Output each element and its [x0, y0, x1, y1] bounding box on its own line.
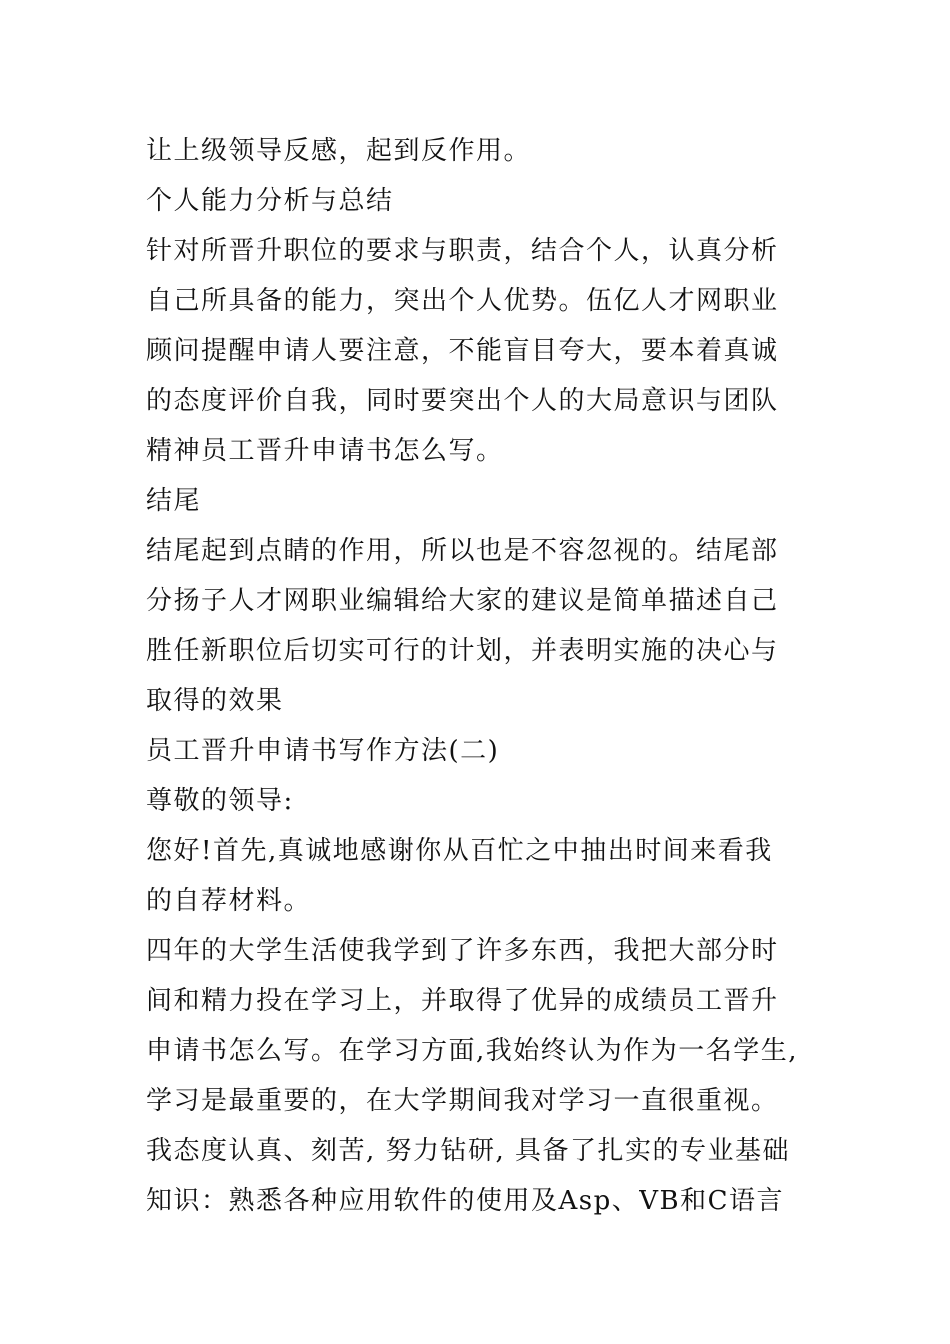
- text-line: 胜任新职位后切实可行的计划，并表明实施的决心与: [146, 636, 779, 666]
- text-line: 的态度评价自我，同时要突出个人的大局意识与团队: [146, 386, 779, 416]
- salutation: 尊敬的领导:: [146, 786, 294, 816]
- text-line: 结尾起到点睛的作用，所以也是不容忽视的。结尾部: [146, 536, 779, 566]
- section-heading: 员工晋升申请书写作方法(二): [146, 736, 500, 766]
- text-line: 分扬子人才网职业编辑给大家的建议是简单描述自己: [146, 586, 779, 616]
- text-line: 知识：熟悉各种应用软件的使用及Asp、VB和C语言: [146, 1186, 785, 1216]
- text-line: 针对所晋升职位的要求与职责，结合个人，认真分析: [146, 236, 779, 266]
- text-line: 顾问提醒申请人要注意，不能盲目夸大，要本着真诚: [146, 336, 779, 366]
- text-line: 自己所具备的能力，突出个人优势。伍亿人才网职业: [146, 286, 779, 316]
- text-line: 您好!首先,真诚地感谢你从百忙之中抽出时间来看我: [146, 836, 773, 866]
- text-line: 精神员工晋升申请书怎么写。: [146, 436, 504, 466]
- text-line: 的自荐材料。: [146, 886, 312, 916]
- document-body: [146, 126, 846, 1226]
- text-line: 我态度认真、刻苦, 努力钻研, 具备了扎实的专业基础: [146, 1136, 791, 1166]
- text-line: 申请书怎么写。在学习方面,我始终认为作为一名学生,: [146, 1036, 799, 1066]
- text-line: 学习是最重要的，在大学期间我对学习一直很重视。: [146, 1086, 779, 1116]
- section-heading: 结尾: [146, 486, 202, 516]
- text-line: 取得的效果: [146, 686, 284, 716]
- text-line: 让上级领导反感，起到反作用。: [146, 136, 532, 166]
- text-line: 间和精力投在学习上，并取得了优异的成绩员工晋升: [146, 986, 779, 1016]
- text-line: 四年的大学生活使我学到了许多东西，我把大部分时: [146, 936, 779, 966]
- section-heading: 个人能力分析与总结: [146, 186, 394, 216]
